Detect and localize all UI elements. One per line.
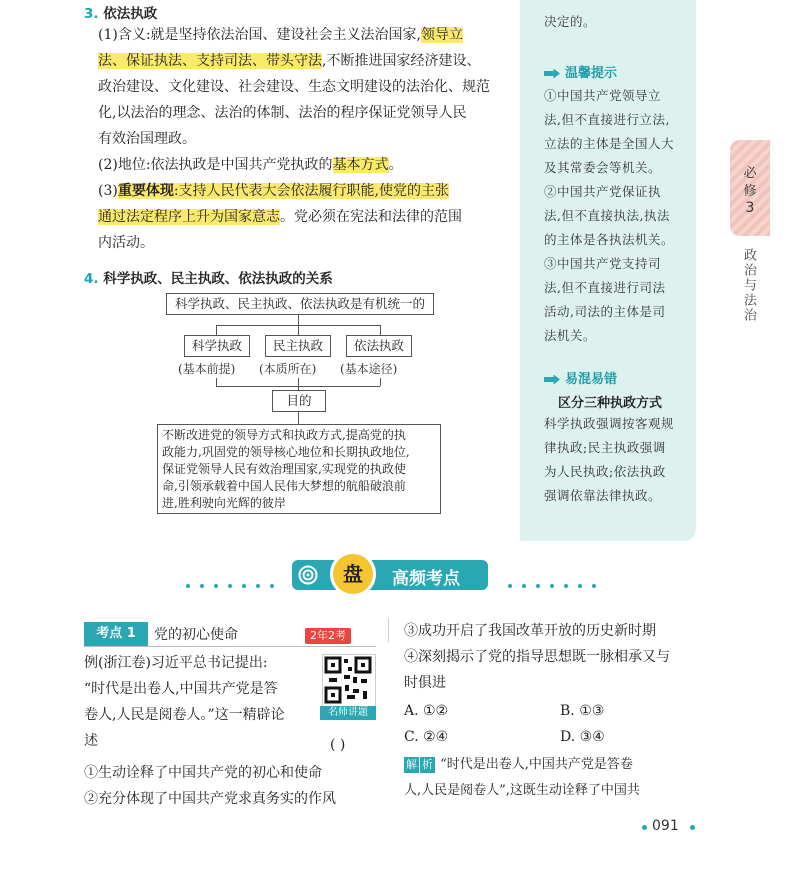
question-line: “时代是出卷人,中国共产党是答 — [84, 681, 278, 697]
exam-count-badge: 2年2考 — [305, 628, 351, 644]
text: 政治建设、文化建设、社会建设、生态文明建设的法治化、规范 — [98, 79, 490, 95]
confuse-line: 为人民执政;依法执政 — [544, 464, 666, 479]
banner-dot — [564, 584, 568, 588]
text: 。党必须在宪法和法律的范围 — [280, 209, 462, 225]
diagram-box-science: 科学执政 — [184, 335, 250, 357]
diagram-text: 政能力,巩固党的领导核心地位和长期执政地位, — [162, 445, 410, 459]
divider — [84, 646, 376, 647]
tip-line: 活动,司法的主体是司 — [544, 304, 666, 319]
connector — [216, 378, 217, 386]
option-4-cont: 时俱进 — [404, 675, 446, 691]
section-number: 3. — [84, 6, 99, 22]
tab-text: 必 — [743, 166, 757, 181]
banner-bar — [292, 560, 488, 590]
text: (1)含义:就是坚持依法治国、建设社会主义法治国家, — [98, 27, 421, 43]
banner-dot — [592, 584, 596, 588]
option-4: ④深刻揭示了党的指导思想既一脉相承又与 — [404, 649, 670, 665]
diagram-box-law: 依法执政 — [346, 335, 412, 357]
qr-label: 名师讲题 — [320, 706, 376, 720]
question-line: 例(浙江卷)习近平总书记提出: — [84, 655, 268, 671]
banner-circle: 盘 — [330, 551, 376, 597]
text: 有效治国理政。 — [98, 131, 196, 147]
section-3-body — [98, 22, 508, 256]
connector — [216, 325, 217, 335]
tip-line: 立法的主体是全国人大 — [544, 136, 675, 151]
diagram-text: 进,胜利驶向光辉的彼岸 — [162, 496, 286, 510]
connector — [298, 325, 299, 335]
tip-line: ③中国共产党支持司 — [544, 256, 662, 271]
confuse-subheading: 区分三种执政方式 — [558, 396, 663, 411]
connector — [298, 315, 299, 325]
text: 。 — [388, 157, 403, 173]
highlight: :支持人民代表大会依法履行职能,使党的主张 — [173, 183, 450, 199]
kaodian-title: 党的初心使命 — [154, 627, 238, 643]
confuse-heading — [544, 368, 617, 387]
banner-dot — [578, 584, 582, 588]
diagram-top-box: 科学执政、民主执政、依法执政是有机统一的 — [166, 293, 434, 315]
confuse-line: 强调依靠法律执政。 — [544, 488, 662, 503]
sidebar-top-text: 决定的。 — [544, 14, 597, 29]
banner-dot — [270, 584, 274, 588]
text: 内活动。 — [98, 235, 154, 251]
banner-dot — [228, 584, 232, 588]
option-1: ①生动诠释了中国共产党的初心和使命 — [84, 765, 322, 781]
tip-line: 法机关。 — [544, 328, 597, 343]
connector — [298, 378, 299, 390]
option-3: ③成功开启了我国改革开放的历史新时期 — [404, 623, 656, 639]
confuse-body — [544, 412, 694, 508]
page-dot — [642, 825, 647, 830]
analysis-line-1 — [404, 752, 633, 778]
tip-line: ②中国共产党保证执 — [544, 184, 662, 199]
tip-line: 法,但不直接执法,执法 — [544, 208, 670, 223]
tip-title: 温馨提示 — [565, 66, 618, 81]
banner-dot — [214, 584, 218, 588]
section-title: 科学执政、民主执政、依法执政的关系 — [103, 271, 333, 287]
text: ,不断推进国家经济建设、 — [322, 53, 481, 69]
diagram-goal-box: 目的 — [272, 390, 326, 412]
arrow-icon — [544, 375, 560, 385]
question-line: 卷人,人民是阅卷人。”这一精辟论 — [84, 707, 285, 723]
analysis-tag: 解 — [406, 758, 417, 771]
tip-heading — [544, 62, 617, 81]
banner-dot — [186, 584, 190, 588]
connector — [216, 386, 380, 387]
qr-code-icon — [323, 655, 373, 705]
arrow-icon — [544, 69, 560, 79]
banner-dot — [536, 584, 540, 588]
column-divider — [388, 618, 389, 642]
tip-line: 法,但不直接进行司法 — [544, 280, 666, 295]
kaodian-label: 考点 1 — [84, 622, 148, 646]
diagram-bottom-box — [157, 424, 441, 514]
highlight: 通过法定程序上升为国家意志 — [98, 209, 280, 225]
chapter-subtitle: 政治与法治 — [741, 248, 756, 323]
tab-text: 修 — [743, 184, 757, 199]
text: (3) — [98, 183, 118, 199]
target-icon — [298, 565, 318, 585]
qr-code[interactable] — [322, 654, 376, 708]
question-stem — [84, 650, 324, 754]
page-number: 091 — [652, 818, 679, 834]
banner-dot — [508, 584, 512, 588]
confuse-line: 律执政;民主执政强调 — [544, 440, 666, 455]
section-title: 依法执政 — [103, 6, 158, 22]
banner-dot — [522, 584, 526, 588]
tip-line: 的主体是各执法机关。 — [544, 232, 675, 247]
analysis-tag: 析 — [422, 758, 433, 771]
highlight: 基本方式 — [332, 157, 389, 173]
diagram-sub-label: (本质所在) — [259, 362, 317, 376]
section-number: 4. — [84, 271, 99, 287]
highlight: 领导立 — [421, 27, 463, 43]
banner-dot — [200, 584, 204, 588]
analysis-text: “时代是出卷人,中国共产党是答卷 — [440, 757, 633, 772]
chapter-tab[interactable] — [730, 140, 770, 236]
diagram-text: 命,引领承载着中国人民伟大梦想的航船破浪前 — [162, 479, 406, 493]
choice-a[interactable]: A. ①② — [404, 703, 449, 719]
tip-line: 及其常委会等机关。 — [544, 160, 662, 175]
question-line: 述 — [84, 733, 98, 749]
page-dot — [690, 825, 695, 830]
tab-text: 3 — [745, 200, 755, 216]
diagram-sub-label: (基本途径) — [340, 362, 398, 376]
section-3-heading — [84, 2, 157, 22]
section-4-heading — [84, 267, 333, 287]
banner-dot — [550, 584, 554, 588]
choice-d[interactable]: D. ③④ — [560, 729, 605, 745]
connector — [380, 325, 381, 335]
highlight: 法、保证执法、支持司法、带头守法 — [98, 53, 322, 69]
diagram-box-democracy: 民主执政 — [265, 335, 331, 357]
confuse-title: 易混易错 — [565, 372, 618, 387]
choice-c[interactable]: C. ②④ — [404, 729, 449, 745]
choice-b[interactable]: B. ①③ — [560, 703, 605, 719]
connector — [380, 378, 381, 386]
banner-title: 高频考点 — [392, 569, 460, 589]
option-2: ②充分体现了中国共产党求真务实的作风 — [84, 791, 336, 807]
connector — [298, 412, 299, 424]
tip-body — [544, 84, 694, 348]
banner-dot — [242, 584, 246, 588]
tip-line: 法,但不直接进行立法, — [544, 112, 670, 127]
diagram-text: 保证党领导人民有效治理国家,实现党的执政使 — [162, 462, 406, 476]
confuse-line: 科学执政强调按客观规 — [544, 416, 675, 431]
tip-line: ①中国共产党领导立 — [544, 88, 662, 103]
answer-paren: ( ) — [330, 737, 346, 753]
diagram-text: 不断改进党的领导方式和执政方式,提高党的执 — [162, 428, 406, 442]
text: (2)地位:依法执政是中国共产党执政的 — [98, 157, 333, 173]
text: 化,以法治的理念、法治的体制、法治的程序保证党领导人民 — [98, 105, 467, 121]
banner-dot — [256, 584, 260, 588]
diagram-sub-label: (基本前提) — [178, 362, 236, 376]
highlight-bold: 重要体现 — [117, 183, 174, 199]
analysis-line-2: 人,人民是阅卷人”,这既生动诠释了中国共 — [404, 783, 640, 798]
